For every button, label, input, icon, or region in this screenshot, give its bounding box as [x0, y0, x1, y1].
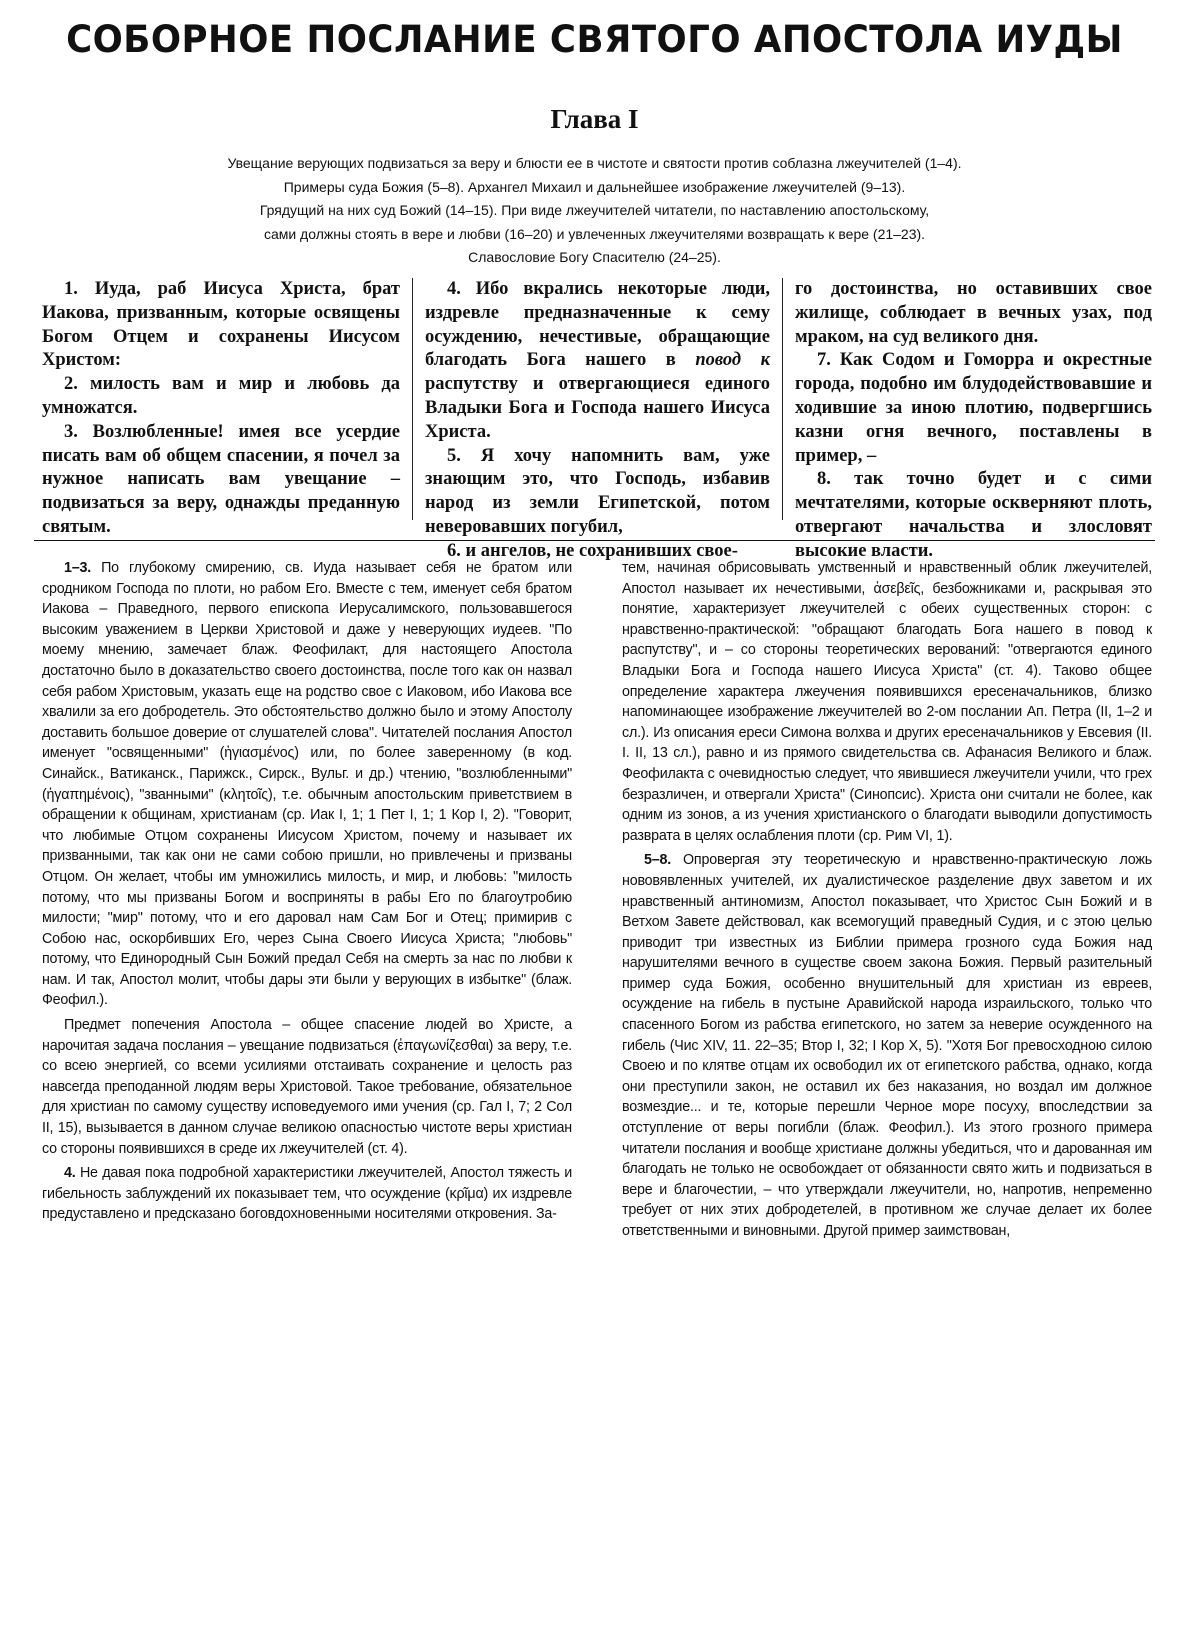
scripture-column-1: [42, 278, 412, 537]
scripture-column-2: [412, 278, 782, 561]
commentary-paragraph: [622, 850, 1152, 1241]
verse-4-end: распутству и отвергающиеся единого Владыки Бога и Господа нашего Иисуса Христа.: [425, 374, 770, 442]
summary-line: Примеры суда Божия (5–8). Архангел Михаил и дальнейшее изображение лжеучителей (9–13).: [283, 178, 906, 195]
verse-1: 1. Иуда, раб Иисуса Христа, брат Иакова, призванным, которые освящены Богом Отцем и сохранены Иисусом Христом:: [42, 279, 400, 371]
section-divider: [34, 540, 1155, 541]
commentary-paragraph: [42, 1163, 572, 1225]
summary-line: сами должны стоять в вере и любви (16–20) и увлеченных лжеучителями возвращать к вере (21–23).: [263, 225, 926, 242]
verse-2: 2. милость вам и мир и любовь да умножатся.: [42, 374, 400, 418]
summary-line: Славословие Богу Спасителю (24–25).: [468, 249, 721, 265]
commentary-column-right: [622, 558, 1152, 1239]
verse-3: 3. Возлюбленные! имея все усердие писать вам об общем спасении, я почел за нужное написать вам увещание – подвизаться за веру, однажды преданную святым.: [42, 421, 400, 537]
commentary-text-run: Опровергая эту теоретическую и нравственно-практическую ложь нововявленных учителей, их дуалистическое разделение двух заветом и их нравственный антиномизм, Апостол показывает, что Христос Сын Божий и в Ветхом Завете действовал, как всемогущий праведный Судия, и с этою целью приводит три известных из Библии примера грозного суда Божия над нарушителями вечного в существе своем закона Божия. Первый разительный пример суда Божия, особенно внушительный для христиан из евреев, осуждение на гибель в пустыне Аравийской народа израильского, только что спасенного Богом из рабства египетского, но затем за неверие осужденного на гибель (Чис XIV, 11. 22–35; Втор I, 32; I Кор X, 5). "Хотя Бог превосходною силою Своею и по клятве отцам их освободил их от египетского рабства, однако, когда они преступили закон, не оставил их без наказания, но воздал им должное возмездие... и те, которые перешли Черное море посуху, впоследствии за отступление от веры погибли (блаж. Феофил.). Из этого грозного примера читатели послания и вообще христиане должны убедиться, что и дарованная им благодать не только не освобождает от обязанности свято жить и подвизаться в вере и благочестии, – что утверждали лжеучители, но, напротив, непременно требует от них этих добродетелей, в противном же случае делает их более ответственными и виновными. Другой пример заимствован,: [622, 852, 1152, 1239]
verse-reference: 1–3.: [64, 560, 92, 576]
summary-line: Грядущий на них суд Божий (14–15). При виде лжеучителей читатели, по наставлению апостольскому,: [259, 202, 930, 218]
verse-reference: 5–8.: [644, 852, 672, 869]
commentary-paragraph: тем, начиная обрисовывать умственный и нравственный облик лжеучителей, Апостол называет их нечестивыми, ἀσεβεῖς, безбожниками и, раскрывая это понятие, характеризует лжеучителей с обеих существенных сторон: с нравственно-практической: "обращают благодать Бога нашего в повод к распутству", и – со стороны теоретических верований: "отвергаются единого Владыки Бога и Господа нашего Иисуса Христа" (ст. 4). Таково общее определение характера лжеучения появившихся ересеначальников, близко напоминающее изображение лжеучителей во 2-ом послании Ап. Петра (II, 1–2 и сл.). Из описания ереси Симона волхва и других ересеначальников у Евсевия (II. I. II, 13 сл.), равно и из прямого свидетельства св. Афанасия Великого и блаж. Феофилакта с очевидностью следует, что явившиеся лжеучители учили, что грех безразличен, и отвергали Христа" (Синопсис). Христа они считали не более, как одним из зонов, а из учения христианского о благодати выводили допустимость разврата в целях ослабления плоти (ср. Рим VI, 1).: [622, 560, 1152, 844]
verse-8: 8. так точно будет и с сими мечтателями, которые оскверняют плоть, отвергают начальства и злословят высокие власти.: [795, 469, 1152, 561]
commentary-column-left: [42, 558, 572, 1223]
chapter-summary: [150, 152, 1039, 270]
commentary-text-run: По глубокому смирению, св. Иуда называет себя не братом или сродником Господа по плоти, но рабом Его. Вместе с тем, именует себя братом Иакова – Праведного, первого епископа Иерусалимского, пользовавшегося высоким уважением в Церкви Христовой и даже у неверующих иудеев. "По моему мнению, замечает блаж. Феофилакт, для настоящего Апостола достаточно было в доказательство своего достоинства, после того как он назвал себя рабом Христовым, указать еще на родство свое с Иаковом, ибо Иакова все хвалили за его добродетель. Это обстоятельство должно было и этому Апостолу доставить большое доверие от слушателей слова". Читателей послания Апостол именует "освященными" (ἡγιασμένος) или, по более заверенному (в код. Синайск., Ватиканск., Парижск., Сирск., Вульг. и др.) чтению, "возлюбленными" (ἠγαπημένοις), "званными" (κλητοῖς), т.е. обычным апостольским приветствием в обращении к общинам, христианам (ср. Иак I, 1; 1 Пет I, 1; 1 Кор I, 2). "Говорит, что любимые Отцом сохранены Иисусом Христом, почему и называет их призванными, так как они не сами собою пришли, но привлечены и призваны Отцом. Он желает, чтобы им умножились милость, и мир, и любовь: "милость потому, что мы призваны Богом и восприняты в рабы Его по благоутробию милости; "мир" потому, что и его даровал нам Сам Бог и Отец; примирив с Собою нас, оскорбивших Его, через Сына Своего Иисуса Христа; "любовь" потому, что Единородный Сын Божий предал Себя на смерть за нас по любви к нам. И так, Апостол молит, чтобы дары эти были у верующих в избытке" (блаж. Феофил.).: [42, 560, 572, 1009]
verse-4-italic: повод к: [695, 350, 770, 371]
verse-6-continued: го достоинства, но оставивших свое жилище, соблюдает в вечных узах, под мраком, на суд великого дня.: [795, 279, 1152, 347]
verse-7: 7. Как Содом и Гоморра и окрестные города, подобно им блудодействовавшие и ходившие за иною плотию, подвергшись казни огня вечного, поставлены в пример, –: [795, 350, 1152, 466]
verse-5: 5. Я хочу напомнить вам, уже знающим это, что Господь, избавив народ из земли Египетской, потом неверовавших погубил,: [425, 445, 770, 537]
summary-line: Увещание верующих подвизаться за веру и блюсти ее в чистоте и святости против соблазна лжеучителей (1–4).: [227, 155, 962, 171]
chapter-heading: Глава I: [550, 104, 639, 134]
verse-4: [425, 278, 770, 445]
scripture-text: [42, 278, 1152, 561]
commentary-paragraph: Предмет попечения Апостола – общее спасение людей во Христе, а нарочитая задача послания – увещание подвизаться (ἐπαγωνίζεσθαι) за веру, т.е. со всею энергией, со всеми усилиями отстаивать сохранение и целость раз навсегда преподанной людям веры Христовой. Такое требование, обязательное для христиан по самому существу исповедуемого ими учения (ср. Гал I, 7; 2 Сол II, 15), вызывается в данном случае великою опасностью чистоте веры христиан со стороны появившихся в среде их лжеучителей (ст. 4).: [42, 1017, 572, 1157]
verse-6: 6. и ангелов, не сохранивших свое-: [447, 540, 738, 561]
scripture-column-3: [782, 278, 1152, 561]
page-title: СОБОРНОЕ ПОСЛАНИЕ СВЯТОГО АПОСТОЛА ИУДЫ: [66, 18, 1123, 61]
verse-4-start: 4. Ибо вкрались некоторые люди, издревле предназначенные к сему осуждению, нечестивые, обращающие благодать Бога нашего в: [425, 279, 770, 371]
commentary-paragraph: [42, 558, 572, 1011]
commentary-text: [42, 558, 1152, 1239]
verse-reference: 4.: [64, 1165, 76, 1182]
commentary-text-run: Не давая пока подробной характеристики лжеучителей, Апостол тяжесть и гибельность заблуждений их показывает тем, что осуждение (κρῖμα) их издревле предуставлено и предсказано боговдохновенными носителями откровения. За-: [42, 1165, 572, 1223]
